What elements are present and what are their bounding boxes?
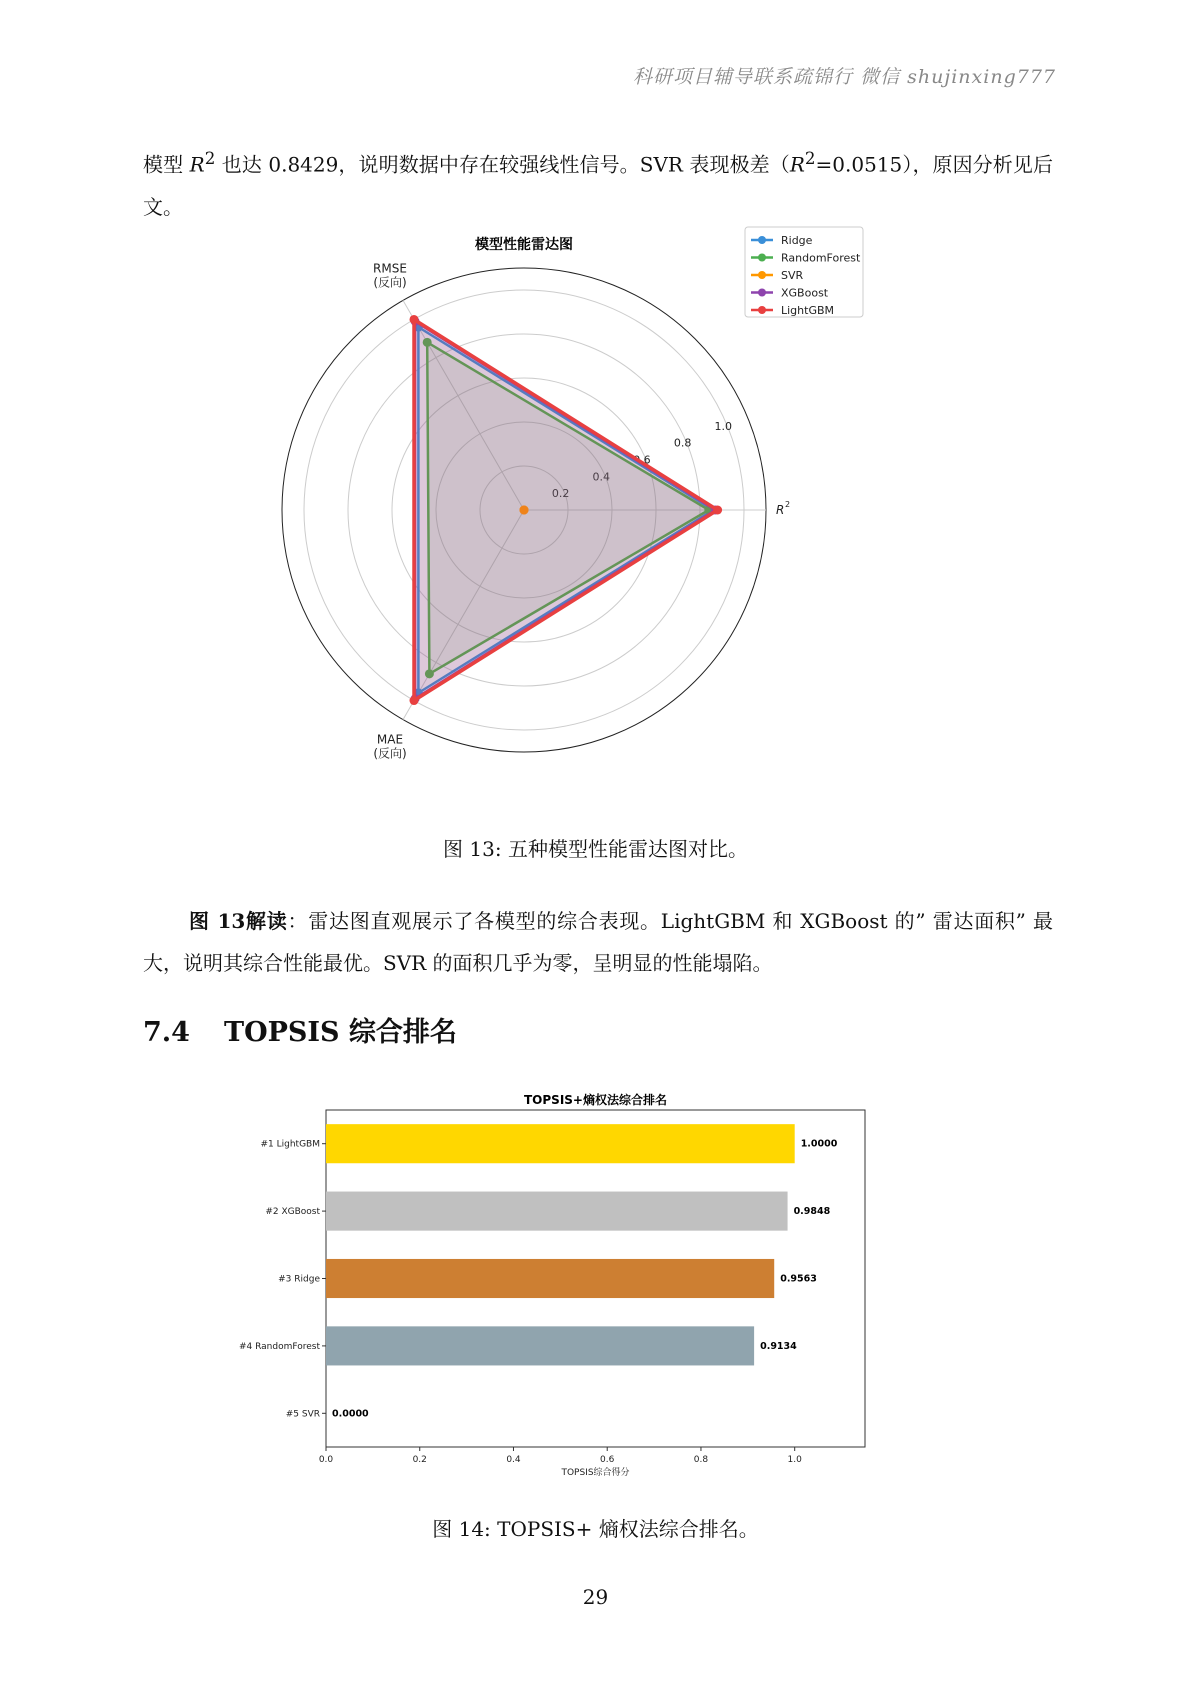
x-axis-label: TOPSIS综合得分 <box>561 1468 630 1478</box>
radar-tick-label: 0.2 <box>551 487 570 501</box>
radar-tick-label: 0.6 <box>633 453 651 467</box>
radar-tick-label: 0.8 <box>673 436 692 450</box>
analysis-label: 图 13解读 <box>189 909 288 933</box>
radar-axis-label-r2: R <box>776 503 785 517</box>
bar-category-label: #4 RandomForest <box>238 1341 320 1352</box>
section-heading: 7.4 TOPSIS 综合排名 <box>143 1017 457 1048</box>
x-tick-label: 0.6 <box>600 1455 615 1465</box>
bar-value-label: 0.9134 <box>760 1340 797 1352</box>
paragraph-intro: 模型 $R^2$ 也达 0.8429，说明数据中存在较强线性信号。SVR 表现极差$(R^2=0.0515)$，原因分析见后文。 <box>143 149 1053 219</box>
topsis-bar-chart <box>238 1090 950 1500</box>
radar-point-lightgbm <box>410 315 419 324</box>
radar-axis-label-mae-sub: (反向) <box>373 746 407 761</box>
radar-axis-label-rmse-sub: (反向) <box>373 275 407 290</box>
bar-category-label: #3 Ridge <box>278 1274 320 1285</box>
radar-title: 模型性能雷达图 <box>475 237 573 253</box>
radar-tick-label: 1.0 <box>714 419 733 433</box>
legend-marker-randomforest <box>758 254 766 262</box>
legend-marker-lightgbm <box>758 306 766 314</box>
radar-chart <box>250 234 950 761</box>
legend-label-svr: SVR <box>781 269 804 282</box>
radar-axis-label-rmse: RMSE <box>373 261 407 276</box>
bar-1 <box>326 1124 795 1163</box>
bar-category-label: #5 SVR <box>285 1409 320 1420</box>
bar-value-label: 0.0000 <box>332 1408 369 1420</box>
bar-category-label: #2 XGBoost <box>265 1207 320 1218</box>
radar-point-lightgbm <box>713 506 722 515</box>
page-number: 29 <box>582 1585 609 1609</box>
radar-axis-label-mae: MAE <box>376 732 404 747</box>
x-tick-label: 0.0 <box>318 1455 334 1465</box>
bar-value-label: 1.0000 <box>800 1138 838 1150</box>
figure-14-caption: 图 14: TOPSIS+ 熵权法综合排名。 <box>432 1517 759 1541</box>
radar-axis-label-r2-sup: 2 <box>785 500 791 509</box>
x-tick-label: 1.0 <box>787 1455 802 1465</box>
figure-13-caption: 图 13: 五种模型性能雷达图对比。 <box>443 837 748 861</box>
bar-2 <box>326 1192 788 1231</box>
x-tick-label: 0.4 <box>506 1455 521 1465</box>
page-header: 科研项目辅导联系疏锦行 微信 shujinxing777 <box>633 66 1056 88</box>
bar-category-label: #1 LightGBM <box>260 1139 320 1150</box>
x-tick-label: 0.8 <box>693 1455 709 1465</box>
bar-value-label: 0.9563 <box>780 1273 817 1285</box>
radar-series-lightgbm <box>414 319 718 700</box>
legend-marker-svr <box>758 271 766 279</box>
bar-4 <box>326 1326 754 1365</box>
legend-marker-xgboost <box>758 289 766 297</box>
bar-3 <box>326 1259 774 1298</box>
legend-marker-ridge <box>758 236 766 244</box>
radar-tick-label: 0.4 <box>592 470 611 484</box>
paragraph-radar-analysis: 图 13解读：雷达图直观展示了各模型的综合表现。LightGBM 和 XGBoost 的” 雷达面积” 最大，说明其综合性能最优。SVR 的面积几乎为零，呈明显的性能塌陷。 <box>143 909 1053 975</box>
legend-label-xgboost: XGBoost <box>781 286 829 300</box>
bar-value-label: 0.9848 <box>793 1206 831 1218</box>
legend-label-ridge: Ridge <box>781 234 813 247</box>
x-tick-label: 0.2 <box>412 1455 427 1465</box>
legend-label-lightgbm: LightGBM <box>781 304 835 317</box>
radar-point-lightgbm <box>410 696 419 705</box>
legend-label-randomforest: RandomForest <box>781 251 861 265</box>
bar-chart-title: TOPSIS+熵权法综合排名 <box>524 1093 667 1107</box>
